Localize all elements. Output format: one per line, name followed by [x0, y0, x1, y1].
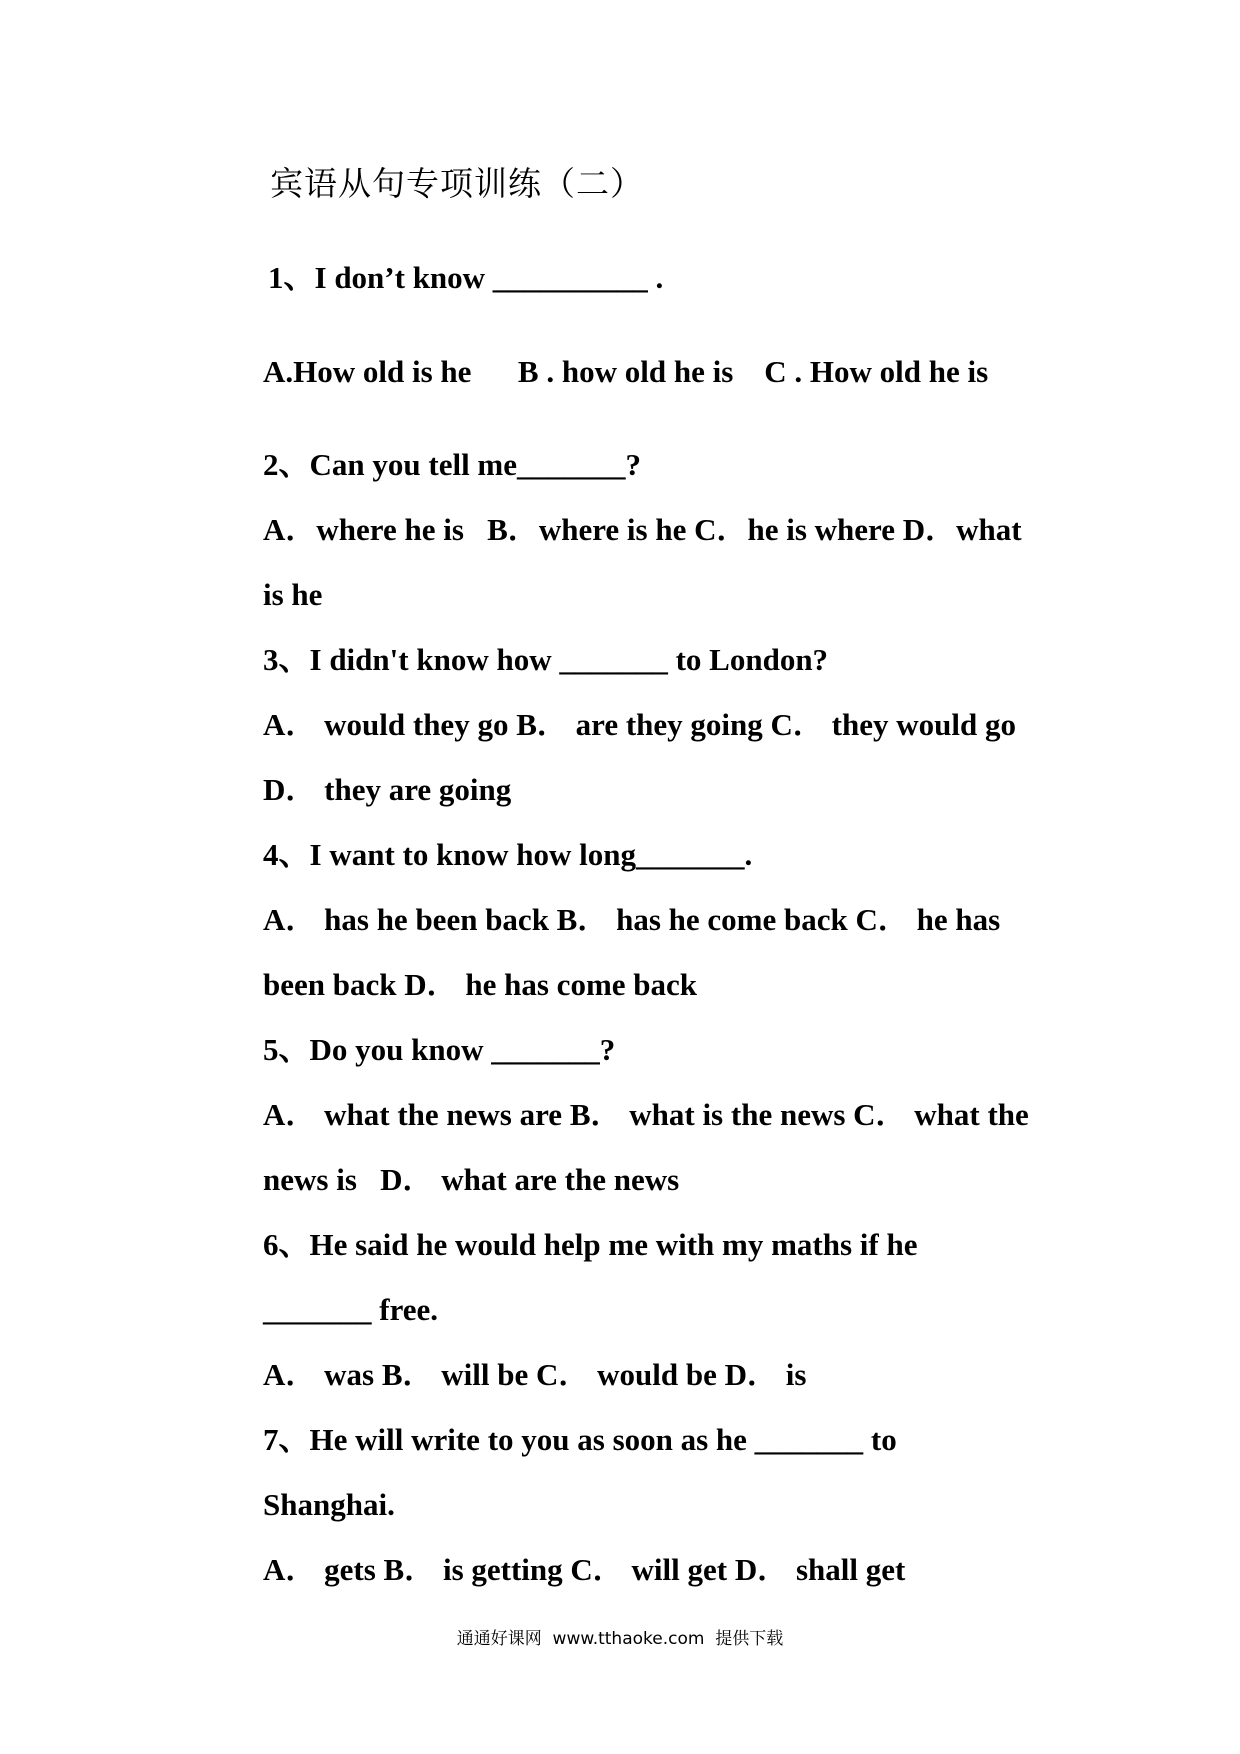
- question-1-options: A.How old is he B . how old he is C . How old he is: [263, 354, 989, 389]
- question-4-options: A． has he been back B． has he come back C． he has: [263, 902, 1001, 937]
- question-5-options: A． what the news are B． what is the news C． what the: [263, 1097, 1029, 1132]
- question-5-options-cont: news is D． what are the news: [263, 1162, 680, 1197]
- question-1: 1、I don’t know __________ .: [268, 260, 664, 295]
- question-7: 7、He will write to you as soon as he _______ to: [263, 1422, 897, 1457]
- page-footer: 通通好课网 www.tthaoke.com 提供下载: [456, 1629, 784, 1649]
- question-2: 2、Can you tell me_______?: [263, 447, 642, 482]
- question-4-options-cont: been back D． he has come back: [263, 967, 698, 1002]
- question-6: 6、He said he would help me with my maths if he: [263, 1227, 918, 1262]
- question-3: 3、I didn't know how _______ to London?: [263, 642, 829, 677]
- question-7-options: A． gets B． is getting C． will get D． shall get: [263, 1552, 906, 1587]
- page-title: 宾语从句专项训练（二）: [270, 164, 644, 203]
- question-7-cont: Shanghai.: [263, 1487, 395, 1522]
- question-6-options: A． was B． will be C． would be D． is: [263, 1357, 807, 1392]
- question-2-options-cont: is he: [263, 577, 323, 612]
- question-3-options-cont: D． they are going: [263, 772, 512, 807]
- question-4: 4、I want to know how long_______.: [263, 837, 753, 872]
- question-5: 5、Do you know _______?: [263, 1032, 616, 1067]
- question-3-options: A． would they go B． are they going C． they would go: [263, 707, 1016, 742]
- question-6-cont: _______ free.: [263, 1292, 439, 1327]
- question-2-options: A．where he is B．where is he C．he is where D．what: [263, 512, 1022, 547]
